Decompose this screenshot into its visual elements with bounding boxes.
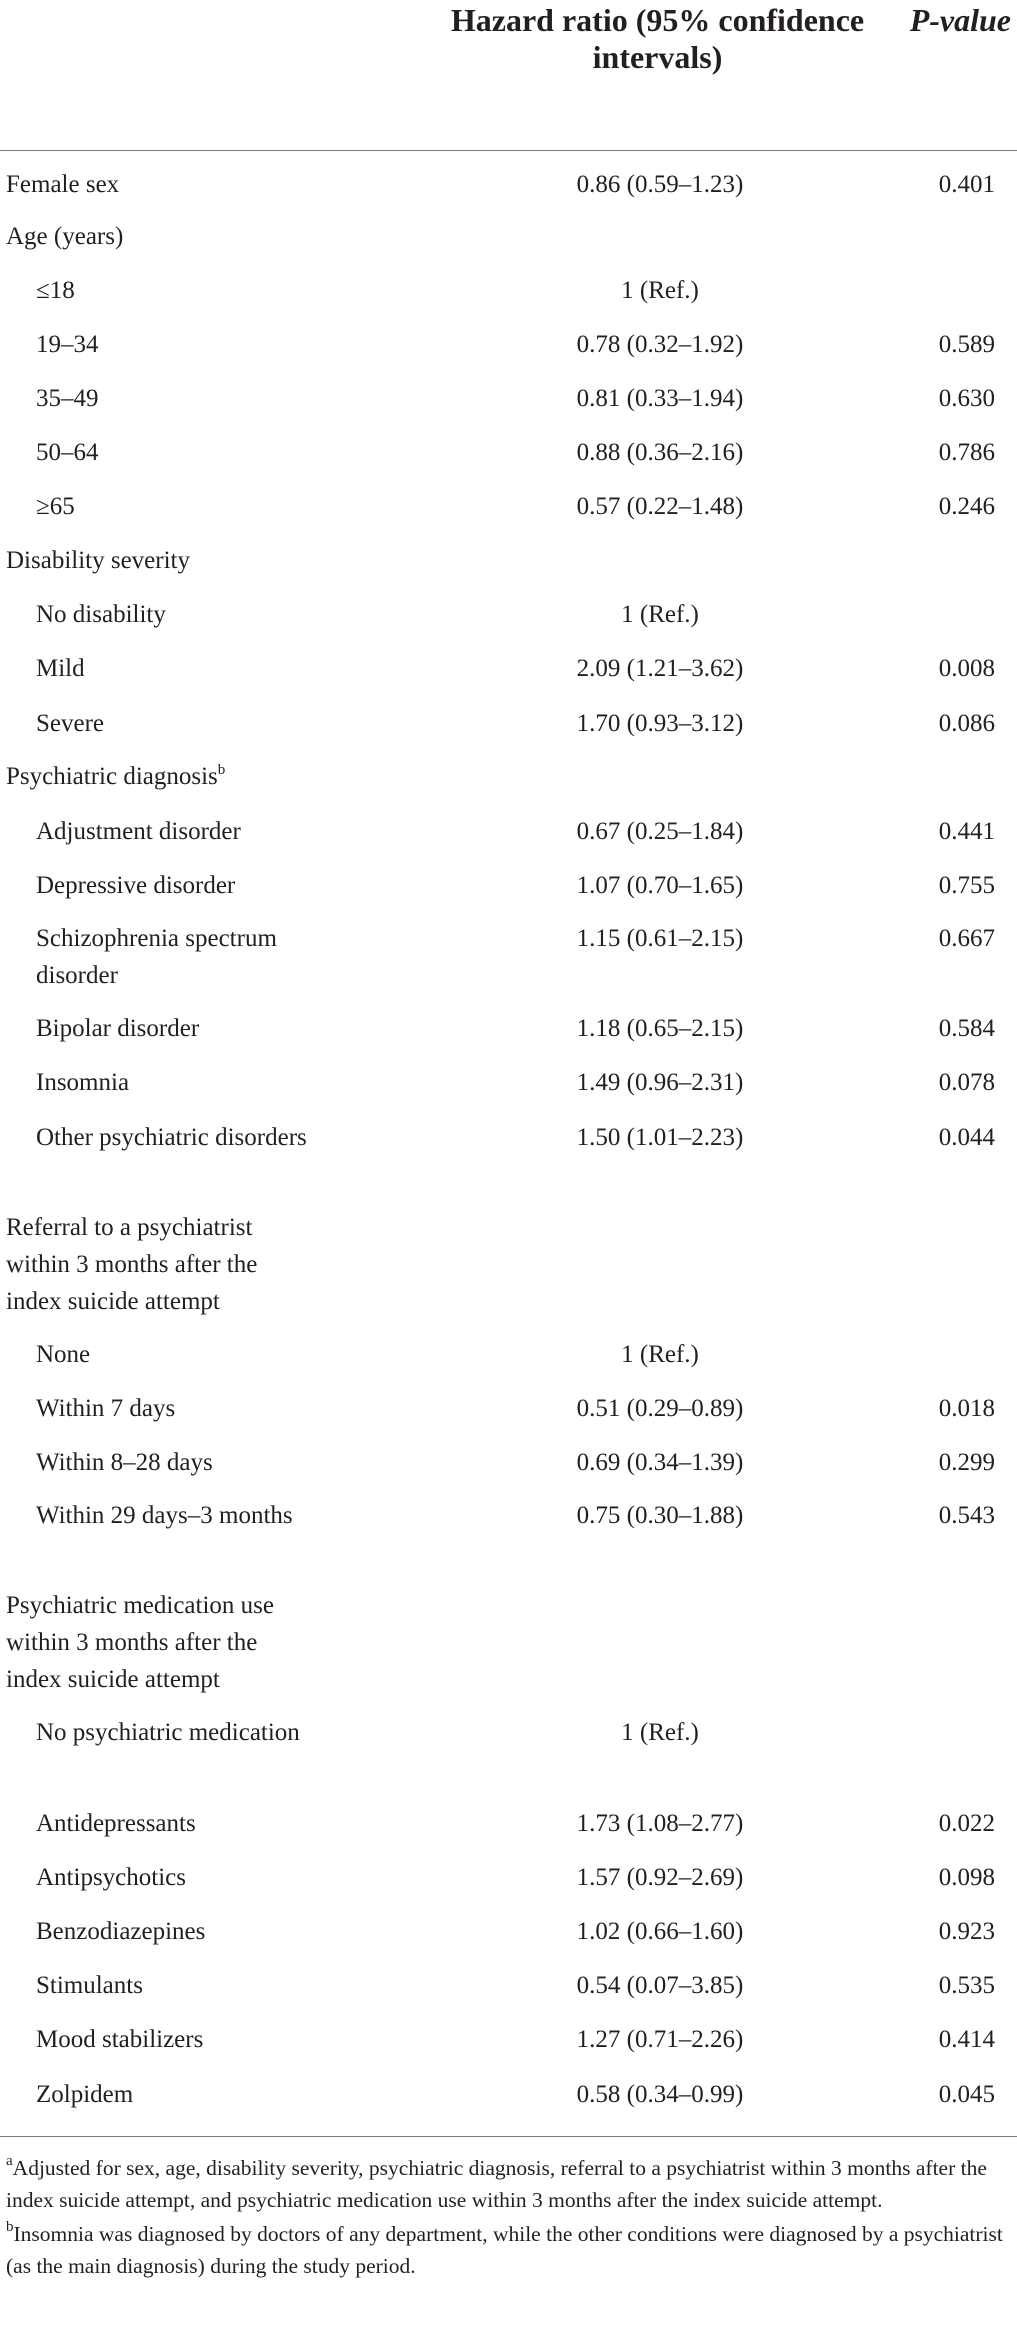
footnote-marker: b [217, 762, 226, 778]
hazard-ratio-cell: 0.57 (0.22–1.48) [576, 493, 744, 520]
p-value-cell: 0.008 [938, 655, 995, 682]
hazard-ratio-cell: 0.81 (0.33–1.94) [576, 385, 744, 412]
row-label: Schizophrenia spectrum disorder [36, 925, 277, 989]
row-label: Referral to a psychiatrist within 3 months after the index suicide attempt [6, 1214, 258, 1315]
row-label: No psychiatric medication [36, 1719, 300, 1746]
row-label: Within 29 days–3 months [36, 1502, 293, 1529]
p-value-cell: 0.414 [938, 2026, 995, 2053]
header-rule [0, 150, 1017, 151]
hazard-ratio-cell: 0.88 (0.36–2.16) [576, 439, 744, 466]
row-label: 35–49 [36, 385, 99, 412]
p-value-cell: 0.786 [938, 439, 995, 466]
row-label: 19–34 [36, 331, 99, 358]
hazard-ratio-cell: 0.54 (0.07–3.85) [576, 1972, 744, 1999]
row-label: Mood stabilizers [36, 2026, 204, 2053]
row-label: Stimulants [36, 1972, 143, 1999]
p-value-cell: 0.535 [938, 1972, 995, 1999]
p-value-cell: 0.630 [938, 385, 995, 412]
row-label: Psychiatric medication use within 3 months after the index suicide attempt [6, 1592, 274, 1693]
p-value-cell: 0.667 [938, 925, 995, 952]
row-label: 50–64 [36, 439, 99, 466]
hazard-ratio-cell: 1 (Ref.) [621, 1719, 699, 1746]
p-value-cell: 0.098 [938, 1864, 995, 1891]
row-label: Antidepressants [36, 1810, 196, 1837]
row-label: Within 8–28 days [36, 1449, 213, 1476]
hazard-ratio-cell: 1.07 (0.70–1.65) [576, 872, 744, 899]
row-label: Antipsychotics [36, 1864, 186, 1891]
row-label: None [36, 1341, 91, 1368]
row-label: Female sex [6, 171, 120, 198]
footnote-a-marker: a [6, 2153, 13, 2169]
row-label: Bipolar disorder [36, 1015, 200, 1042]
row-label: Within 7 days [36, 1395, 176, 1422]
hazard-ratio-cell: 0.86 (0.59–1.23) [576, 171, 744, 198]
p-value-cell: 0.018 [938, 1395, 995, 1422]
hazard-ratio-cell: 2.09 (1.21–3.62) [576, 655, 744, 682]
footnote-b [6, 2218, 1010, 2282]
p-value-cell: 0.299 [938, 1449, 995, 1476]
row-label: Zolpidem [36, 2081, 134, 2108]
row-label-text: Psychiatric diagnosis [6, 763, 218, 790]
p-value-cell: 0.045 [938, 2081, 995, 2108]
row-label: Severe [36, 710, 105, 737]
row-label: Age (years) [6, 223, 124, 250]
hazard-ratio-cell: 1 (Ref.) [621, 1341, 699, 1368]
hazard-ratio-cell: 1 (Ref.) [621, 277, 699, 304]
row-label: Insomnia [36, 1069, 130, 1096]
hazard-ratio-cell: 1 (Ref.) [621, 601, 699, 628]
hazard-ratio-cell: 0.75 (0.30–1.88) [576, 1502, 744, 1529]
row-label: No disability [36, 601, 166, 628]
p-value-cell: 0.543 [938, 1502, 995, 1529]
hazard-ratio-cell: 0.78 (0.32–1.92) [576, 331, 744, 358]
hazard-ratio-cell: 1.15 (0.61–2.15) [576, 925, 744, 952]
hazard-ratio-cell: 1.27 (0.71–2.26) [576, 2026, 744, 2053]
p-value-cell: 0.923 [938, 1918, 995, 1945]
hazard-ratio-cell: 0.58 (0.34–0.99) [576, 2081, 744, 2108]
footnote-a-text: Adjusted for sex, age, disability severity, psychiatric diagnosis, referral to a psychiatrist within 3 months after the index suicide attempt, and psychiatric medication use within 3 months after the index suicide attempt. [6, 2156, 987, 2212]
p-value-cell: 0.401 [938, 171, 995, 198]
p-value-column-header: P-value [909, 2, 1011, 38]
row-label: Disability severity [6, 547, 190, 574]
p-value-cell: 0.755 [938, 872, 995, 899]
table-header [0, 0, 1017, 140]
p-value-cell: 0.044 [938, 1124, 995, 1151]
hazard-ratio-cell: 1.18 (0.65–2.15) [576, 1015, 744, 1042]
hazard-ratio-column-header: Hazard ratio (95% confidence intervals) [450, 2, 865, 75]
row-label [6, 758, 496, 795]
p-value-cell: 0.078 [938, 1069, 995, 1096]
p-value-cell: 0.246 [938, 493, 995, 520]
hazard-ratio-cell: 1.50 (1.01–2.23) [576, 1124, 744, 1151]
p-value-cell: 0.584 [938, 1015, 995, 1042]
row-label: Adjustment disorder [36, 818, 241, 845]
hazard-ratio-cell: 0.51 (0.29–0.89) [576, 1395, 744, 1422]
p-value-cell: 0.086 [938, 710, 995, 737]
hazard-ratio-cell: 0.67 (0.25–1.84) [576, 818, 744, 845]
p-value-cell: 0.589 [938, 331, 995, 358]
footnote-b-marker: b [6, 2219, 14, 2235]
hazard-ratio-cell: 1.57 (0.92–2.69) [576, 1864, 744, 1891]
hazard-ratio-cell: 1.49 (0.96–2.31) [576, 1069, 744, 1096]
hazard-ratio-cell: 1.73 (1.08–2.77) [576, 1810, 744, 1837]
row-label: ≤18 [36, 277, 75, 304]
hazard-ratio-cell: 0.69 (0.34–1.39) [576, 1449, 744, 1476]
p-value-cell: 0.022 [938, 1810, 995, 1837]
table-bottom-rule [0, 2136, 1017, 2137]
footnote-a [6, 2152, 1010, 2216]
footnote-b-text: Insomnia was diagnosed by doctors of any department, while the other conditions were diagnosed by a psychiatrist (as the main diagnosis) during the study period. [6, 2222, 1003, 2278]
row-label: ≥65 [36, 493, 75, 520]
p-value-cell: 0.441 [938, 818, 995, 845]
footnotes [6, 2152, 1010, 2284]
row-label: Depressive disorder [36, 872, 236, 899]
hazard-ratio-cell: 1.70 (0.93–3.12) [576, 710, 744, 737]
hazard-ratio-cell: 1.02 (0.66–1.60) [576, 1918, 744, 1945]
row-label: Mild [36, 655, 85, 682]
row-label: Benzodiazepines [36, 1918, 206, 1945]
row-label: Other psychiatric disorders [36, 1124, 307, 1151]
